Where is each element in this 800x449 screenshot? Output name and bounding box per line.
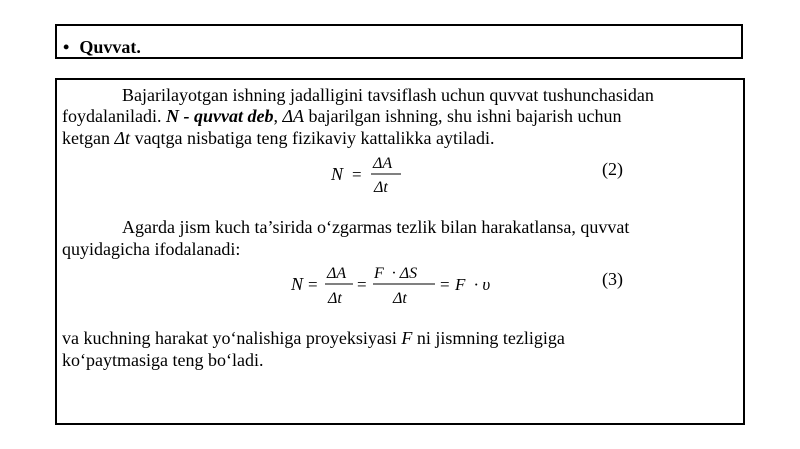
p1-comma: , bbox=[273, 106, 283, 126]
eq2-numerator-2: F · ΔS bbox=[374, 265, 418, 282]
eq1-denominator: Δt bbox=[374, 179, 388, 196]
p3-text: va kuchning harakat yo‘nalishiga proyeksiyasi bbox=[62, 328, 402, 348]
paragraph3-line1 bbox=[62, 327, 565, 349]
p3-force-symbol: F bbox=[401, 328, 413, 348]
eq1-equals: = bbox=[352, 165, 362, 184]
eq2-rhs: F · υ bbox=[455, 275, 491, 294]
p1-definition-term: N - quvvat deb bbox=[165, 106, 274, 126]
equation-power-velocity bbox=[289, 260, 499, 317]
paragraph1-line1: Bajarilayotgan ishning jadalligini tavsiflash uchun quvvat tushunchasidan bbox=[122, 85, 654, 105]
eq2-numerator-1: ΔA bbox=[327, 265, 347, 282]
eq2-denominator-1: Δt bbox=[328, 290, 342, 307]
eq1-numerator: ΔA bbox=[373, 155, 393, 172]
equation-number-3: (3) bbox=[602, 269, 623, 289]
eq1-lhs: N bbox=[331, 164, 344, 184]
equation-power bbox=[329, 150, 419, 205]
p1-text: foydalaniladi. bbox=[62, 106, 166, 126]
bullet-icon: • bbox=[63, 37, 70, 57]
eq2-equals-3: = bbox=[440, 275, 450, 294]
p1-delta-t: Δt bbox=[114, 128, 131, 148]
paragraph3-line2: ko‘paytmasiga teng bo‘ladi. bbox=[62, 350, 264, 370]
p3-text-2: ni jismning tezligiga bbox=[412, 328, 565, 348]
eq2-denominator-2: Δt bbox=[393, 290, 407, 307]
eq2-equals-1: = bbox=[308, 275, 318, 294]
section-title-label: Quvvat. bbox=[79, 37, 141, 57]
paragraph2-line1: Agarda jism kuch ta’sirida o‘zgarmas tezlik bilan harakatlansa, quvvat bbox=[122, 217, 630, 237]
section-title-box bbox=[55, 24, 743, 59]
eq2-lhs: N bbox=[291, 274, 304, 294]
p1-text-4: vaqtga nisbatiga teng fizikaviy kattalikka aytiladi. bbox=[130, 128, 495, 148]
equation-number-2: (2) bbox=[602, 159, 623, 179]
content-box bbox=[55, 78, 745, 425]
paragraph1-line2 bbox=[62, 105, 621, 127]
p1-text-3: ketgan bbox=[62, 128, 115, 148]
p1-text-2: bajarilgan ishning, shu ishni bajarish uchun bbox=[304, 106, 622, 126]
paragraph2-line2: quyidagicha ifodalanadi: bbox=[62, 239, 241, 259]
section-title bbox=[63, 37, 141, 58]
paragraph1-line3 bbox=[62, 127, 494, 149]
p1-delta-a: ΔA bbox=[282, 106, 305, 126]
eq2-equals-2: = bbox=[357, 275, 367, 294]
